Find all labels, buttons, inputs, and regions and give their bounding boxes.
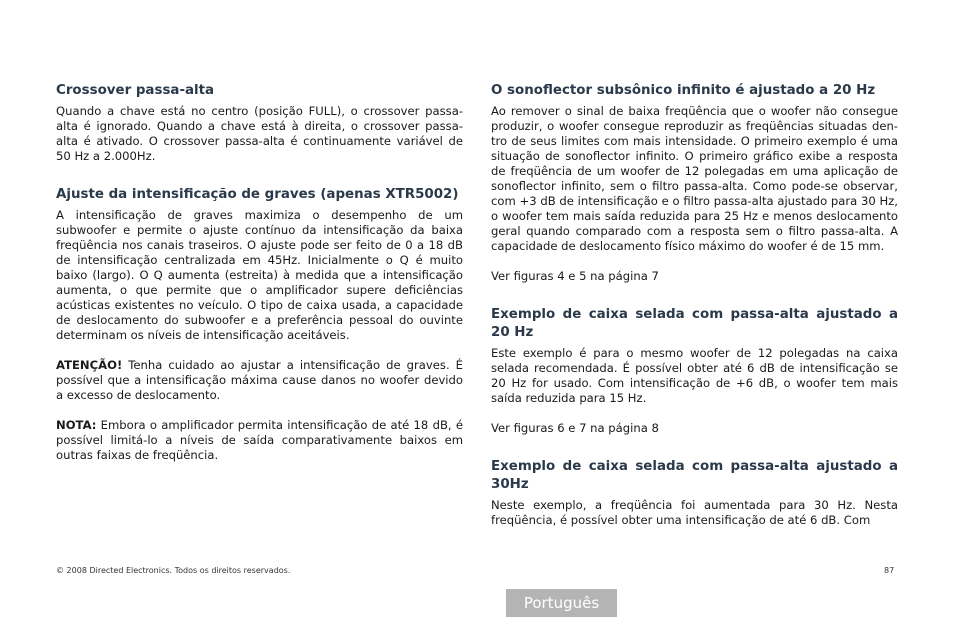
section-text-infinite-baffle: Ao remover o sinal de baixa freqüência que o woofer não consegue produzir, o woofer consegue reproduzir as freqüências situadas den-tro de seus limites com mais intensidade. O primeiro exemplo é uma situação de sonoflector infinito. O primeiro gráfico exibe a resposta de freqüência de um woofer de 12 polegadas em uma aplicação de sonoflector infinito, sem o filtro passa-alta. Como pode-se observar, com +3 dB de intensificação e o filtro passa-alta ajustado para 30 Hz, o woofer tem mais saída reduzida para 25 Hz e menos deslocamento geral quando comparado com a resposta sem o filtro passa-alta. A capacidade de deslocamento físico máximo do woofer é de 15 mm. (491, 104, 898, 253)
figure-reference-6-7: Ver figuras 6 e 7 na página 8 (491, 421, 659, 435)
warning-text: Tenha cuidado ao ajustar a intensificação de graves. É possível que a intensificação máxima cause danos no woofer devido a excesso de deslocamento. (56, 358, 463, 402)
warning-label: ATENÇÃO! (56, 358, 123, 372)
page-number: 87 (884, 566, 895, 575)
note-label: NOTA: (56, 418, 97, 432)
left-column (56, 82, 463, 463)
note-text: Embora o amplificador permita intensificação de até 18 dB, é possível limitá-lo a níveis de saída comparativamente baixos em outras faixas de freqüência. (56, 418, 463, 462)
section-heading-sealed-30hz: Exemplo de caixa selada com passa-alta ajustado a 30Hz (491, 459, 898, 492)
right-column (491, 82, 898, 528)
section-heading-sealed-20hz: Exemplo de caixa selada com passa-alta ajustado a 20 Hz (491, 307, 898, 340)
section-text-sealed-20hz: Este exemplo é para o mesmo woofer de 12 polegadas na caixa selada recomendada. É possível obter até 6 dB de intensificação se 20 Hz for usado. Com intensificação de +6 dB, o woofer tem mais saída reduzida para 15 Hz. (491, 346, 898, 405)
note-paragraph (56, 418, 463, 463)
language-tab: Português (506, 589, 617, 617)
section-heading-crossover: Crossover passa-alta (56, 83, 215, 98)
section-text-crossover: Quando a chave está no centro (posição FULL), o crossover passa-alta é ignorado. Quando a chave está à direita, o crossover passa-alta é ativado. O crossover passa-alta é continuamente variável de 50 Hz a 2.000Hz. (56, 104, 463, 163)
section-heading-bass-boost: Ajuste da intensificação de graves (apenas XTR5002) (56, 187, 459, 202)
section-heading-infinite-baffle: O sonoflector subsônico infinito é ajustado a 20 Hz (491, 83, 876, 98)
figure-reference-4-5: Ver figuras 4 e 5 na página 7 (491, 269, 659, 283)
copyright-footer: © 2008 Directed Electronics. Todos os direitos reservados. (56, 566, 291, 575)
warning-paragraph (56, 358, 463, 403)
section-text-sealed-30hz: Neste exemplo, a freqüência foi aumentada para 30 Hz. Nesta freqüência, é possível obter uma intensificação de até 6 dB. Com (491, 498, 898, 527)
section-text-bass-boost: A intensificação de graves maximiza o desempenho de um subwoofer e permite o ajuste contínuo da intensificação da baixa freqüência nos canais traseiros. O ajuste pode ser feito de 0 a 18 dB de intensificação centralizada em 45Hz. Inicialmente o Q é muito baixo (largo). O Q aumenta (estreita) à medida que a intensificação aumenta, o que permite que o amplificador supere deficiências acústicas existentes no veículo. O tipo de caixa usada, a capacidade de deslocamento do subwoofer e a preferência pessoal do ouvinte determinam os níveis de intensificação aceitáveis. (56, 208, 463, 342)
